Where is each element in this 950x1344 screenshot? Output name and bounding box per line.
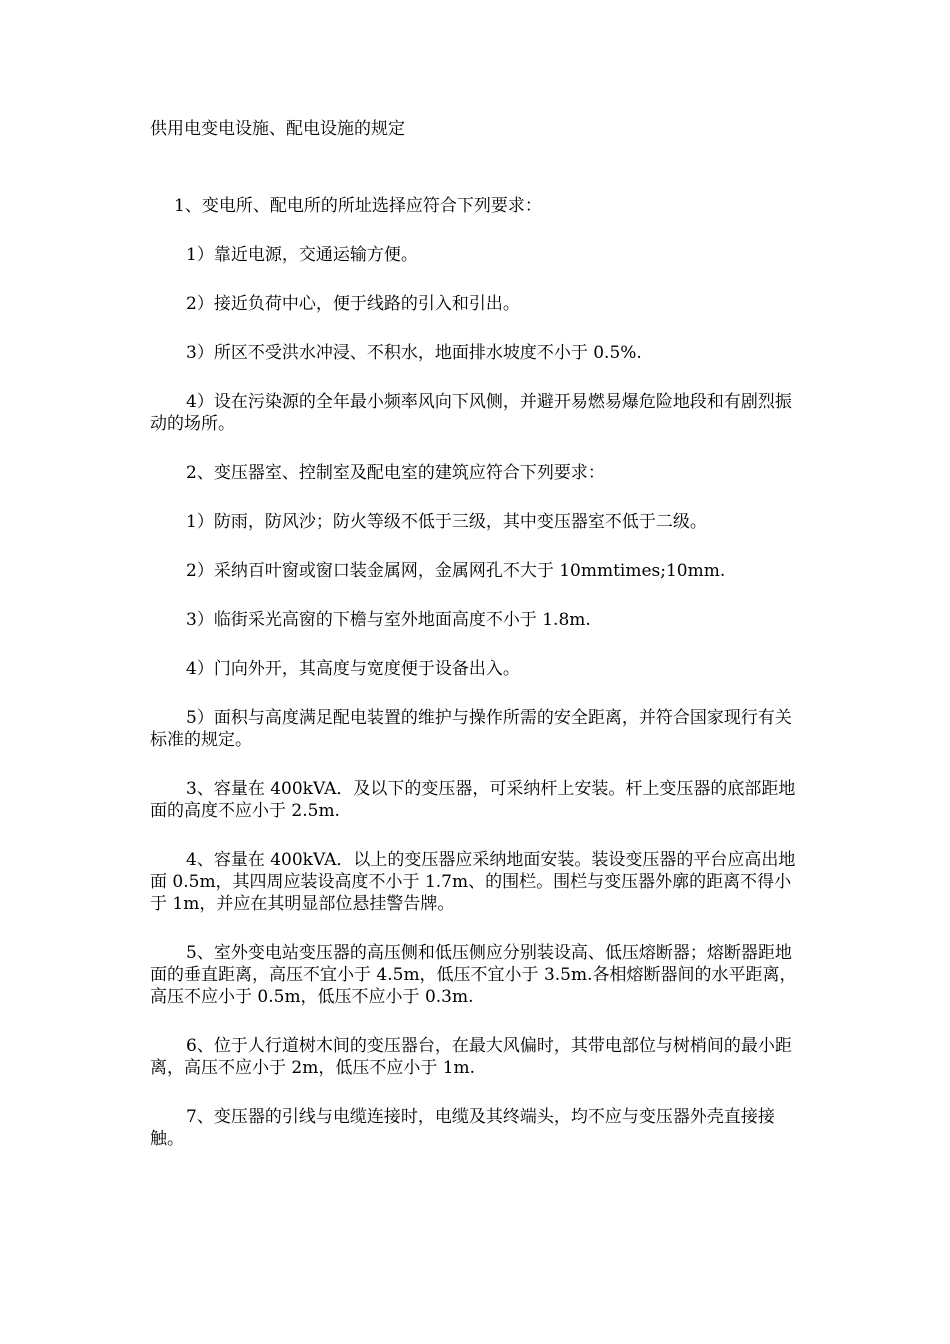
paragraph: 4）门向外开，其高度与宽度便于设备出入。 — [186, 659, 520, 679]
paragraph: 4、容量在 400kVA．以上的变压器应采纳地面安装。装设变压器的平台应高出地面 0.5m，其四周应装设高度不小于 1.7m、的围栏。围栏与变压器外廓的距离不得小于 1m，并应在其明显部位悬挂警告牌。 — [150, 850, 796, 914]
paragraph: 2）采纳百叶窗或窗口装金属网，金属网孔不大于 10mmtimes;10mm. — [186, 561, 726, 581]
paragraph: 1）靠近电源，交通运输方便。 — [186, 245, 418, 265]
paragraph: 2）接近负荷中心，便于线路的引入和引出。 — [186, 294, 520, 314]
document-title: 供用电变电设施、配电设施的规定 — [150, 119, 405, 139]
paragraph: 6、位于人行道树木间的变压器台，在最大风偏时，其带电部位与树梢间的最小距离，高压不应小于 2m，低压不应小于 1m. — [150, 1036, 792, 1078]
document-page — [150, 118, 798, 1177]
paragraph: 2、变压器室、控制室及配电室的建筑应符合下列要求： — [186, 463, 605, 483]
paragraph: 3）临街采光高窗的下檐与室外地面高度不小于 1.8m. — [186, 610, 591, 630]
paragraph: 5）面积与高度满足配电装置的维护与操作所需的安全距离，并符合国家现行有关标准的规定。 — [150, 708, 792, 750]
paragraph: 3）所区不受洪水冲浸、不积水，地面排水坡度不小于 0.5%. — [186, 343, 642, 363]
paragraph: 3、容量在 400kVA．及以下的变压器，可采纳杆上安装。杆上变压器的底部距地面的高度不应小于 2.5m. — [150, 779, 796, 821]
paragraph: 7、变压器的引线与电缆连接时，电缆及其终端头，均不应与变压器外壳直接接触。 — [150, 1107, 775, 1149]
paragraph: 5、室外变电站变压器的高压侧和低压侧应分别装设高、低压熔断器；熔断器距地面的垂直距离，高压不宜小于 4.5m，低压不宜小于 3.5m.各相熔断器间的水平距离，高压不应小于 0.5m，低压不应小于 0.3m. — [150, 943, 797, 1007]
paragraph: 1）防雨，防风沙；防火等级不低于三级，其中变压器室不低于二级。 — [186, 512, 707, 532]
paragraph: 4）设在污染源的全年最小频率风向下风侧，并避开易燃易爆危险地段和有剧烈振动的场所。 — [150, 392, 792, 434]
paragraph: 1、变电所、配电所的所址选择应符合下列要求： — [174, 196, 542, 216]
